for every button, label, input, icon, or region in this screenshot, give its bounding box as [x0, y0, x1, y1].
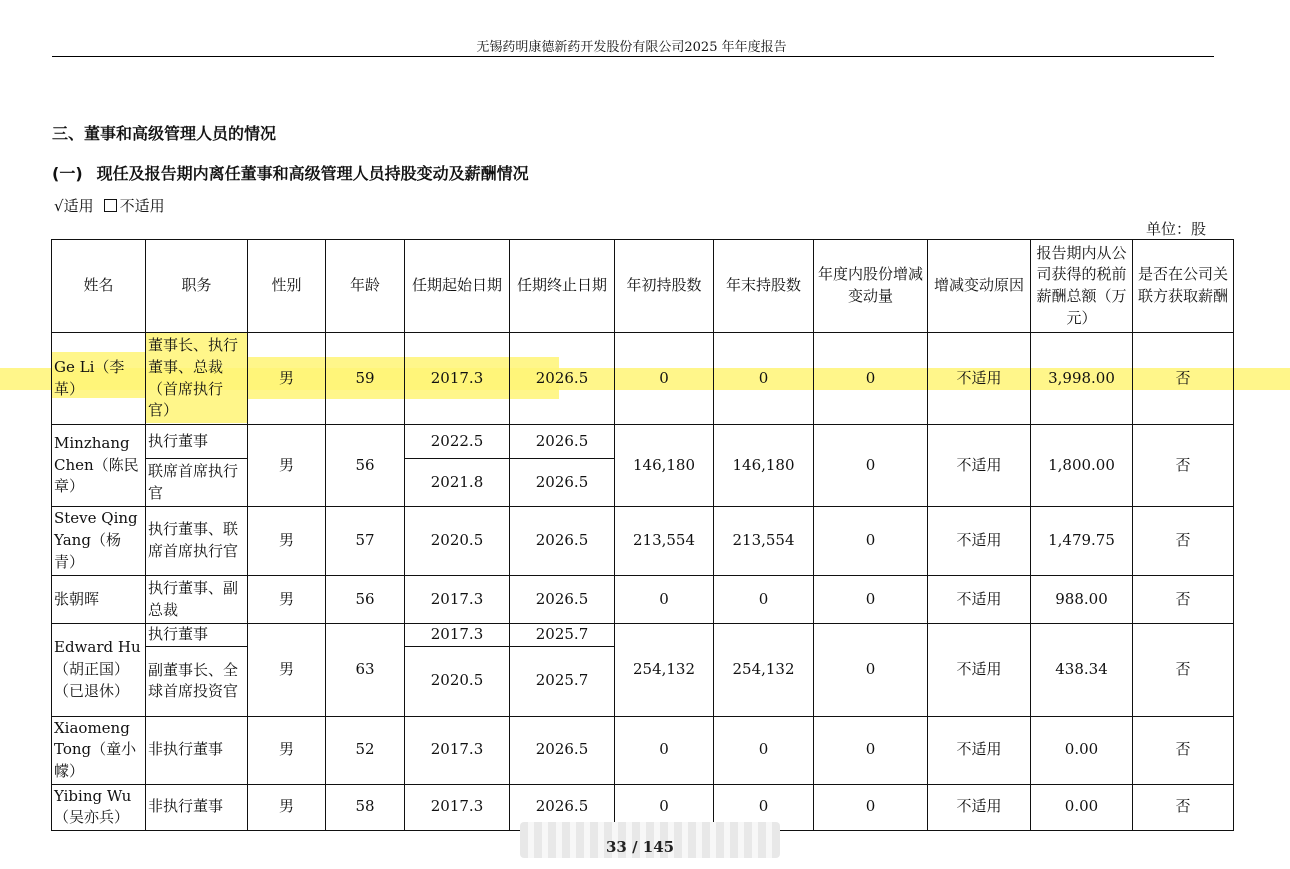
shares-end-cell: 0 [714, 576, 814, 624]
gender-cell: 男 [248, 507, 326, 576]
table-row [52, 576, 1234, 624]
empty-checkbox-icon [104, 199, 117, 212]
start-date-cell: 2017.3 [405, 624, 510, 647]
shares-end-cell: 0 [714, 784, 814, 830]
change-reason-cell: 不适用 [928, 425, 1031, 507]
age-cell: 57 [326, 507, 405, 576]
age-cell: 56 [326, 425, 405, 507]
applicable-label: 适用 [63, 197, 94, 215]
age-cell: 58 [326, 784, 405, 830]
header-cell: 性别 [248, 240, 326, 333]
position-cell: 董事长、执行董事、总裁（首席执行官） [146, 333, 248, 425]
change-reason-cell: 不适用 [928, 576, 1031, 624]
shares-begin-cell: 146,180 [615, 425, 714, 507]
shares-begin-cell: 0 [615, 576, 714, 624]
end-date-cell: 2026.5 [510, 507, 615, 576]
end-date-cell: 2026.5 [510, 784, 615, 830]
gender-cell: 男 [248, 784, 326, 830]
share-change-cell: 0 [814, 624, 928, 717]
shares-end-cell: 254,132 [714, 624, 814, 717]
shares-begin-cell: 0 [615, 716, 714, 784]
unit-label: 单位：股 [1146, 220, 1207, 238]
gender-cell: 男 [248, 716, 326, 784]
name-cell: Ge Li（李革） [52, 333, 146, 425]
name-cell: Edward Hu（胡正国）（已退休） [52, 624, 146, 717]
change-reason-cell: 不适用 [928, 333, 1031, 425]
end-date-cell: 2026.5 [510, 459, 615, 507]
end-date-cell: 2026.5 [510, 425, 615, 459]
header-cell: 年初持股数 [615, 240, 714, 333]
end-date-cell: 2026.5 [510, 716, 615, 784]
gender-cell: 男 [248, 425, 326, 507]
position-cell: 非执行董事 [146, 784, 248, 830]
page-number: 33 / 145 [606, 838, 675, 856]
position-cell: 执行董事、联席首席执行官 [146, 507, 248, 576]
related-party-cell: 否 [1133, 716, 1234, 784]
header-cell: 职务 [146, 240, 248, 333]
subsection-number: (一) [52, 164, 83, 183]
header-cell: 增减变动原因 [928, 240, 1031, 333]
table-row [52, 716, 1234, 784]
start-date-cell: 2021.8 [405, 459, 510, 507]
related-party-cell: 否 [1133, 576, 1234, 624]
age-cell: 56 [326, 576, 405, 624]
header-rule [52, 56, 1214, 57]
shares-begin-cell: 213,554 [615, 507, 714, 576]
start-date-cell: 2022.5 [405, 425, 510, 459]
position-cell: 非执行董事 [146, 716, 248, 784]
age-cell: 63 [326, 624, 405, 717]
end-date-cell: 2026.5 [510, 576, 615, 624]
shares-end-cell: 0 [714, 333, 814, 425]
end-date-cell: 2025.7 [510, 624, 615, 647]
change-reason-cell: 不适用 [928, 784, 1031, 830]
share-change-cell: 0 [814, 425, 928, 507]
shares-end-cell: 213,554 [714, 507, 814, 576]
check-mark-icon: √ [54, 197, 64, 215]
section-title: 三、董事和高级管理人员的情况 [52, 124, 277, 143]
name-cell: 张朝晖 [52, 576, 146, 624]
table-row [52, 425, 1234, 459]
share-change-cell: 0 [814, 716, 928, 784]
table-header-row [52, 240, 1234, 333]
not-applicable-label: 不适用 [119, 197, 165, 215]
shares-end-cell: 0 [714, 716, 814, 784]
director-shareholding-table [51, 239, 1234, 831]
header-cell: 是否在公司关联方获取薪酬 [1133, 240, 1234, 333]
change-reason-cell: 不适用 [928, 716, 1031, 784]
salary-cell: 0.00 [1031, 716, 1133, 784]
gender-cell: 男 [248, 333, 326, 425]
subsection-text: 现任及报告期内离任董事和高级管理人员持股变动及薪酬情况 [96, 164, 529, 183]
position-cell: 执行董事、副总裁 [146, 576, 248, 624]
position-cell: 副董事长、全球首席投资官 [146, 646, 248, 716]
subsection-title [52, 161, 529, 184]
related-party-cell: 否 [1133, 624, 1234, 717]
position-cell: 联席首席执行官 [146, 459, 248, 507]
salary-cell: 1,479.75 [1031, 507, 1133, 576]
related-party-cell: 否 [1133, 784, 1234, 830]
salary-cell: 1,800.00 [1031, 425, 1133, 507]
table-row [52, 624, 1234, 647]
share-change-cell: 0 [814, 784, 928, 830]
shares-begin-cell: 254,132 [615, 624, 714, 717]
change-reason-cell: 不适用 [928, 624, 1031, 717]
header-cell: 报告期内从公司获得的税前薪酬总额（万元） [1031, 240, 1133, 333]
share-change-cell: 0 [814, 576, 928, 624]
age-cell: 59 [326, 333, 405, 425]
salary-cell: 3,998.00 [1031, 333, 1133, 425]
related-party-cell: 否 [1133, 333, 1234, 425]
start-date-cell: 2017.3 [405, 333, 510, 425]
related-party-cell: 否 [1133, 507, 1234, 576]
header-cell: 年龄 [326, 240, 405, 333]
header-cell: 任期起始日期 [405, 240, 510, 333]
name-cell: Steve Qing Yang（杨青） [52, 507, 146, 576]
shares-begin-cell: 0 [615, 784, 714, 830]
end-date-cell: 2025.7 [510, 646, 615, 716]
header-cell: 年末持股数 [714, 240, 814, 333]
start-date-cell: 2017.3 [405, 576, 510, 624]
end-date-cell: 2026.5 [510, 333, 615, 425]
shares-end-cell: 146,180 [714, 425, 814, 507]
share-change-cell: 0 [814, 333, 928, 425]
share-change-cell: 0 [814, 507, 928, 576]
table-row [52, 333, 1234, 425]
start-date-cell: 2017.3 [405, 716, 510, 784]
salary-cell: 0.00 [1031, 784, 1133, 830]
name-cell: Yibing Wu（吴亦兵） [52, 784, 146, 830]
gender-cell: 男 [248, 576, 326, 624]
name-cell: Xiaomeng Tong（童小幪） [52, 716, 146, 784]
report-header: 无锡药明康德新药开发股份有限公司2025 年年度报告 [476, 40, 787, 55]
related-party-cell: 否 [1133, 425, 1234, 507]
change-reason-cell: 不适用 [928, 507, 1031, 576]
shares-begin-cell: 0 [615, 333, 714, 425]
position-cell: 执行董事 [146, 425, 248, 459]
header-cell: 姓名 [52, 240, 146, 333]
gender-cell: 男 [248, 624, 326, 717]
header-cell: 任期终止日期 [510, 240, 615, 333]
position-cell: 执行董事 [146, 624, 248, 647]
age-cell: 52 [326, 716, 405, 784]
start-date-cell: 2020.5 [405, 646, 510, 716]
start-date-cell: 2017.3 [405, 784, 510, 830]
salary-cell: 438.34 [1031, 624, 1133, 717]
applicability-line [54, 195, 165, 216]
start-date-cell: 2020.5 [405, 507, 510, 576]
header-cell: 年度内股份增减变动量 [814, 240, 928, 333]
name-cell: Minzhang Chen（陈民章） [52, 425, 146, 507]
salary-cell: 988.00 [1031, 576, 1133, 624]
table-row [52, 507, 1234, 576]
